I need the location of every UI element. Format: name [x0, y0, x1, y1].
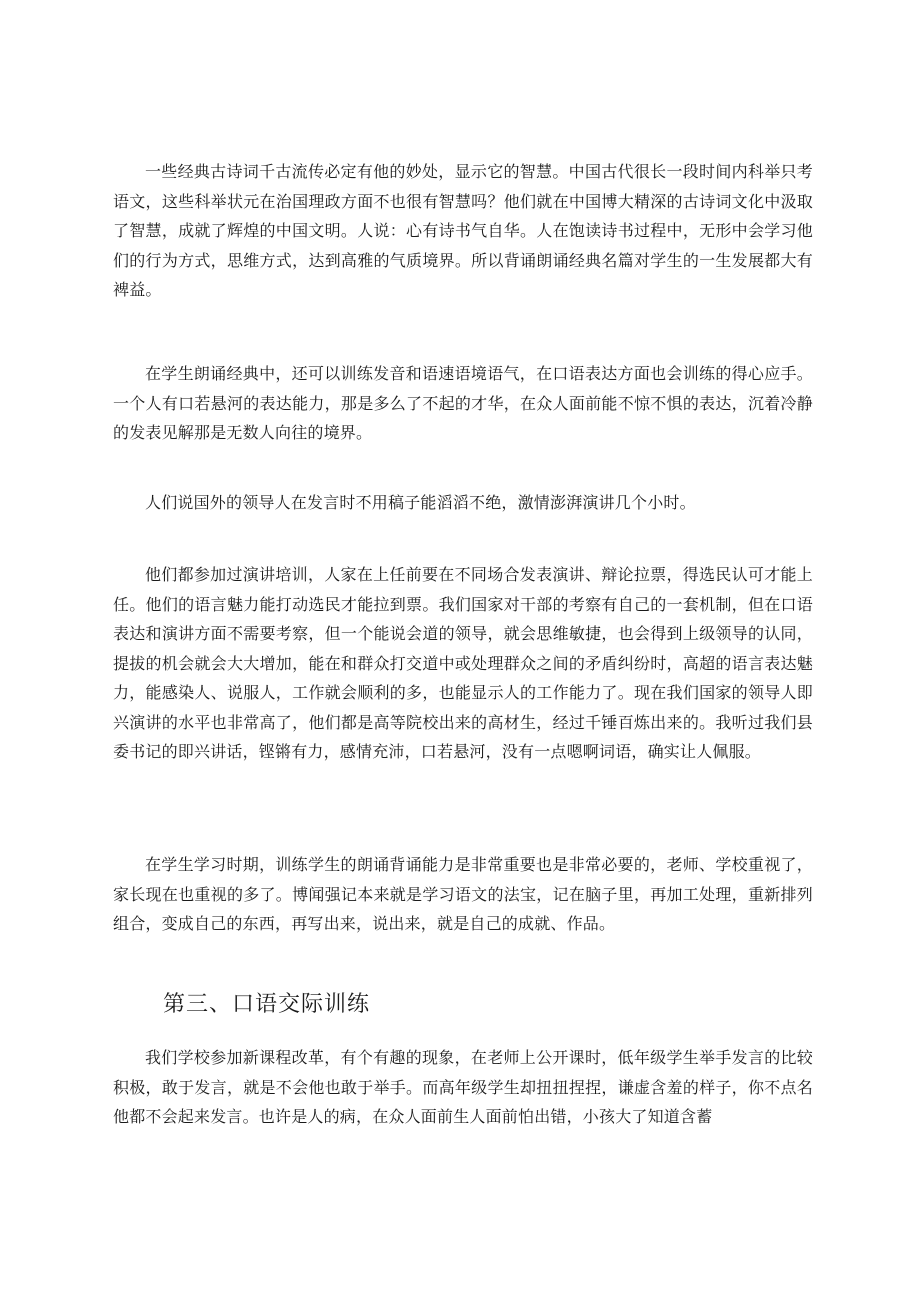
paragraph-curriculum-reform: 我们学校参加新课程改革，有个有趣的现象，在老师上公开课时，低年级学生举手发言的比较积极，敢于发言，就是不会他也敢于举手。而高年级学生却扭扭捏捏，谦虚含羞的样子，你不点名他都不会起来发言。也许是人的病，在众人面前生人面前怕出错，小孩大了知道含蓄	[113, 1048, 813, 1126]
paragraph-student-period: 在学生学习时期，训练学生的朗诵背诵能力是非常重要也是非常必要的，老师、学校重视了，家长现在也重视的多了。博闻强记本来就是学习语文的法宝，记在脑子里，再加工处理，重新排列组合，变成自己的东西，再写出来，说出来，就是自己的成就、作品。	[113, 855, 813, 933]
section-heading: 第三、口语交际训练	[163, 992, 371, 1017]
paragraph-speech-training: 他们都参加过演讲培训，人家在上任前要在不同场合发表演讲、辩论拉票，得选民认可才能上任。他们的语言魅力能打动选民才能拉到票。我们国家对干部的考察有自己的一套机制，但在口语表达和演讲方面不需要考察，但一个能说会道的领导，就会思维敏捷，也会得到上级领导的认同，提拔的机会就会大大增加，能在和群众打交道中或处理群众之间的矛盾纠纷时，高超的语言表达魅力，能感染人、说服人，工作就会顺利的多，也能显示人的工作能力了。现在我们国家的领导人即兴演讲的水平也非常高了，他们都是高等院校出来的高材生，经过千锤百炼出来的。我听过我们县委书记的即兴讲话，铿锵有力，感情充沛，口若悬河，没有一点嗯啊词语，确实让人佩服。	[113, 565, 813, 761]
paragraph-recitation-training: 在学生朗诵经典中，还可以训练发音和语速语境语气，在口语表达方面也会训练的得心应手。一个人有口若悬河的表达能力，那是多么了不起的才华，在众人面前能不惊不惧的表达，沉着冷静的发表见解那是无数人向往的境界。	[113, 364, 813, 442]
paragraph-foreign-leaders: 人们说国外的领导人在发言时不用稿子能滔滔不绝，激情澎湃演讲几个小时。	[145, 493, 696, 512]
paragraph-classic-poetry: 一些经典古诗词千古流传必定有他的妙处，显示它的智慧。中国古代很长一段时间内科举只考语文，这些科举状元在治国理政方面不也很有智慧吗？他们就在中国博大精深的古诗词文化中汲取了智慧，成就了辉煌的中国文明。人说：心有诗书气自华。人在饱读诗书过程中，无形中会学习他们的行为方式，思维方式，达到高雅的气质境界。所以背诵朗诵经典名篇对学生的一生发展都大有裨益。	[113, 162, 813, 299]
